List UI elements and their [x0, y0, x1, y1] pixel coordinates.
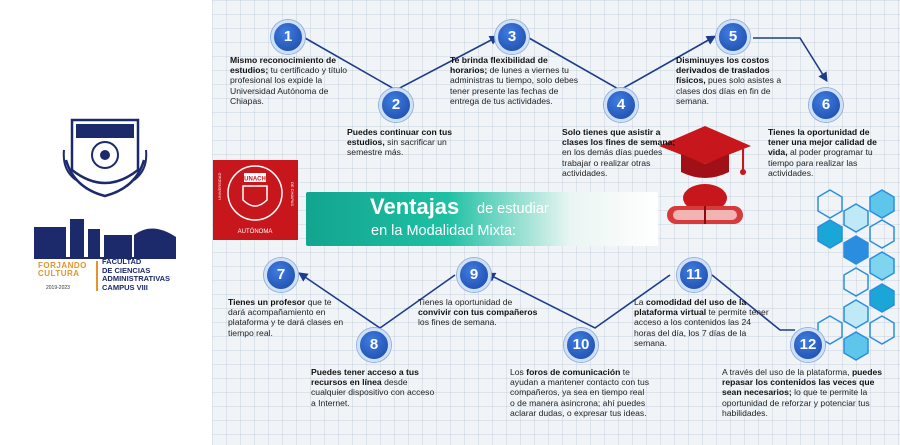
step-9-badge: 9 — [457, 258, 491, 292]
advantage-10-text: Los foros de comunicación te ayudan a mantener contacto con tus compañeros, ya sea en tiempo real o de manera asincrona; ahí puedes aclarar dudas, o expresar tus ideas. — [510, 367, 650, 418]
step-7-badge: 7 — [264, 258, 298, 292]
advantage-2-text: Puedes continuar con tus estudios, sin sacrificar un semestre más. — [347, 127, 453, 158]
step-1-badge: 1 — [271, 20, 305, 54]
step-3-badge: 3 — [495, 20, 529, 54]
forjando-cultura-label: FORJANDO CULTURA — [38, 261, 87, 278]
step-8-badge: 8 — [357, 328, 391, 362]
faculty-name: FACULTAD DE CIENCIAS ADMINISTRATIVAS CAMPUS VIII — [102, 257, 171, 292]
advantage-9-text: Tienes la oportunidad de convivir con tus compañeros los fines de semana. — [418, 297, 538, 328]
advantage-5-text: Disminuyes los costos derivados de traslados físicos, pues solo asistes a clases dos días en fin de semana. — [676, 55, 782, 106]
years-label: 2019-2023 — [46, 285, 70, 291]
advantage-3-text: Te brinda flexibilidad de horarios; de lunes a viernes tu administras tu tiempo, solo debes tener presente las fechas de entrega de tus actividades. — [450, 55, 579, 106]
svg-text:UNIVERSIDAD: UNIVERSIDAD — [217, 172, 222, 200]
step-11-badge: 11 — [677, 258, 711, 292]
advantage-11-text: La comodidad del uso de la plataforma virtual te permite tener acceso a los contenidos las 24 horas del día, los 7 días de la semana. — [634, 297, 769, 348]
advantage-12-text: A través del uso de la plataforma, puedes repasar los contenidos las veces que sean necesarios; lo que te permite la oportunidad de reforzar y potenciar tus habilidades. — [722, 367, 883, 418]
step-2-badge: 2 — [379, 88, 413, 122]
advantage-7-text: Tienes un profesor que te dará acompañamiento en plataforma y te dará clases en tiempo real. — [228, 297, 344, 338]
svg-text:UNACH: UNACH — [244, 176, 266, 183]
step-10-badge: 10 — [564, 328, 598, 362]
svg-text:DE CHIAPAS: DE CHIAPAS — [290, 182, 295, 206]
advantage-6-text: Tienes la oportunidad de tener una mejor calidad de vida, al poder programar tu tiempo para realizar las actividades. — [768, 127, 877, 178]
step-4-badge: 4 — [604, 88, 638, 122]
step-5-badge: 5 — [716, 20, 750, 54]
advantage-8-text: Puedes tener acceso a tus recursos en línea desde cualquier dispositivo con acceso a Internet. — [311, 367, 435, 408]
svg-text:AUTÓNOMA: AUTÓNOMA — [237, 229, 273, 235]
advantage-4-text: Solo tienes que asistir a clases los fines de semana; en los demás días puedes trabajar o realizar otras actividades. — [562, 127, 676, 178]
title-rest: de estudiar — [477, 201, 549, 217]
step-12-badge: 12 — [791, 328, 825, 362]
title-main: Ventajas — [370, 194, 460, 219]
step-6-badge: 6 — [809, 88, 843, 122]
title-line-2: en la Modalidad Mixta: — [371, 223, 517, 239]
advantage-1-text: Mismo reconocimiento de estudios; tu certificado y título profesional los expide la Universidad Autónoma de Chiapas. — [230, 55, 348, 106]
diploma-scroll-icon — [667, 206, 743, 224]
